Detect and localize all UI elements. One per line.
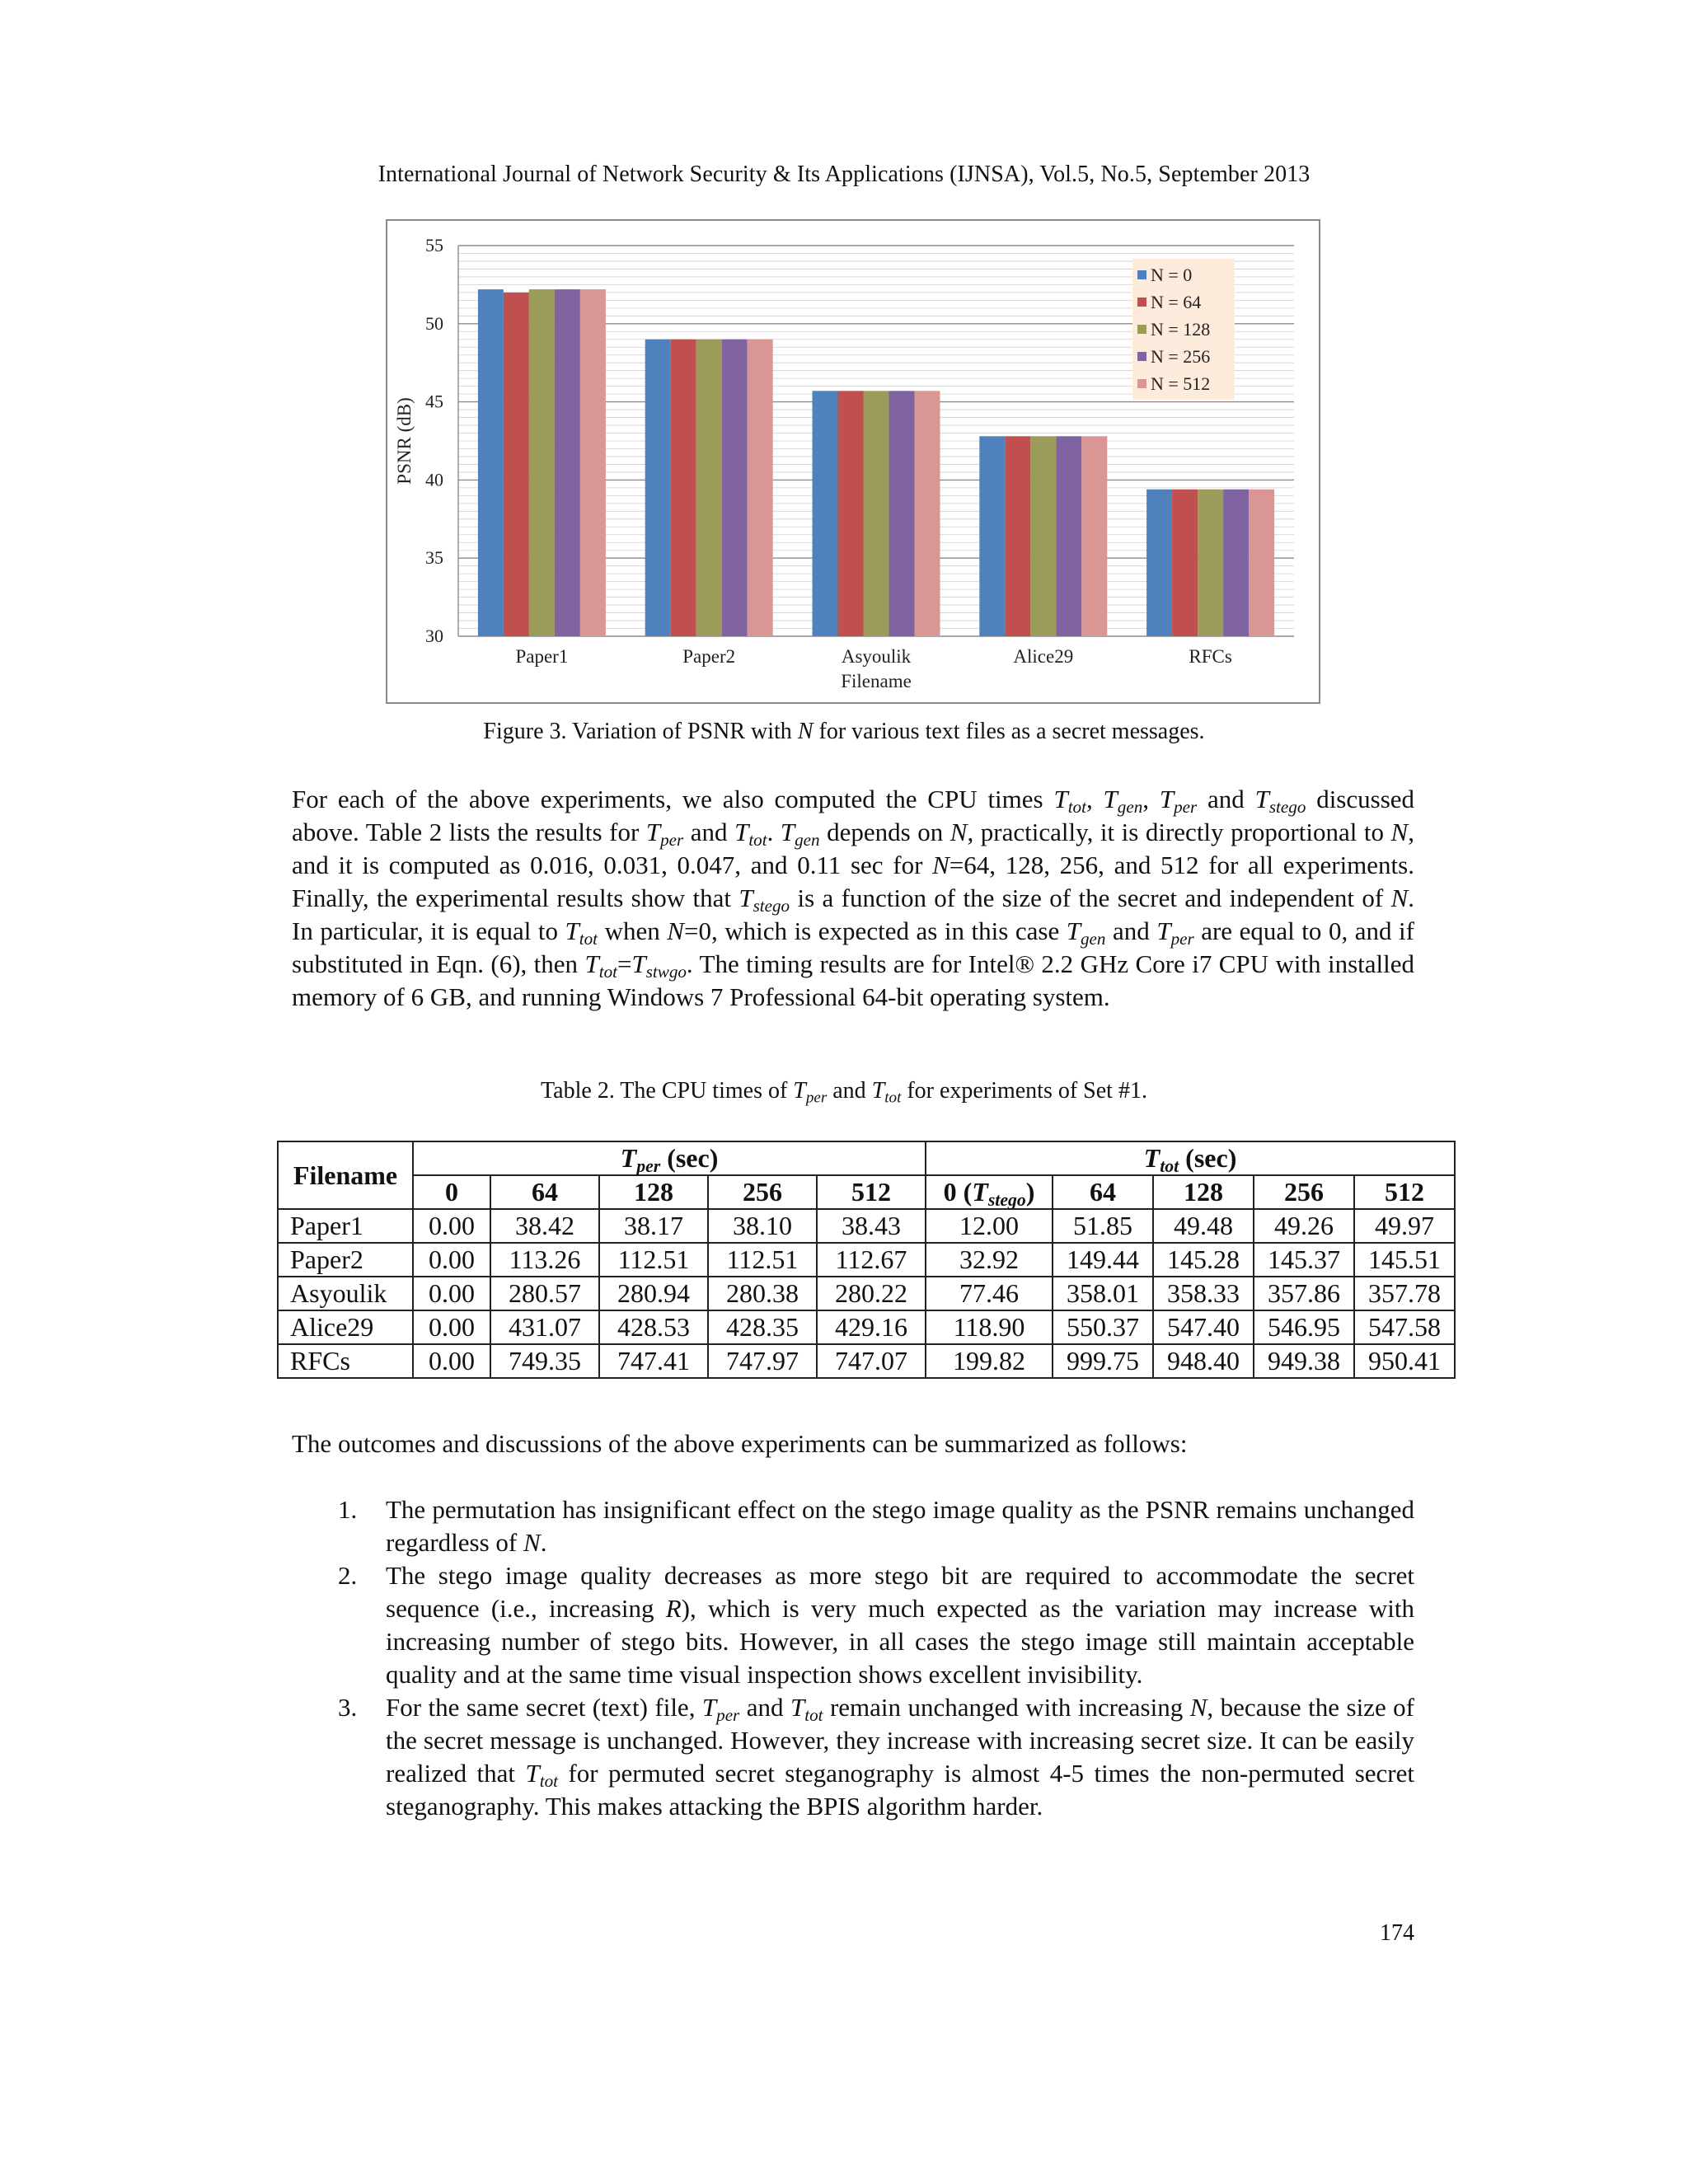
cell: 747.97: [708, 1344, 817, 1378]
cell: 749.35: [490, 1344, 599, 1378]
list-item: 2. The stego image quality decreases as more stego bit are required to accommodate the secret sequence (i.e., increasing R), which is very much expected as the variation may increase with increasing number of stego bits. However, in all cases the stego image still maintain acceptable quality and at the same time visual inspection shows excellent invisibility.: [338, 1561, 1415, 1689]
bar-alice29-n128: [1030, 436, 1056, 636]
cell: 357.78: [1354, 1277, 1455, 1310]
cell: 949.38: [1254, 1344, 1354, 1378]
bar-rfcs-n128: [1198, 490, 1223, 636]
table-row: [278, 1277, 1455, 1310]
table-subheader-row: [278, 1175, 1455, 1209]
cell: 0.00: [413, 1310, 490, 1344]
col-header: 128: [599, 1175, 708, 1209]
cell: 49.97: [1354, 1209, 1455, 1243]
x-category-label: RFCs: [1189, 646, 1232, 667]
cell: 199.82: [926, 1344, 1053, 1378]
cell: 547.40: [1153, 1310, 1254, 1344]
table-caption: Table 2. The CPU times of $T_{per}$ and $T_{tot}$ for experiments of Set #1.: [541, 1078, 1147, 1107]
bar-alice29-n0: [979, 436, 1005, 636]
row-filename: Alice29: [278, 1310, 413, 1344]
cell: 546.95: [1254, 1310, 1354, 1344]
bar-alice29-n256: [1056, 436, 1081, 636]
figure-caption: Figure 3. Variation of PSNR with N for various text files as a secret messages.: [483, 719, 1205, 744]
legend-label: N = 0: [1151, 265, 1193, 285]
row-filename: RFCs: [278, 1344, 413, 1378]
summary-list: [292, 1493, 1414, 1823]
cell: 32.92: [926, 1243, 1053, 1277]
cell: 547.58: [1354, 1310, 1455, 1344]
row-filename: Asyoulik: [278, 1277, 413, 1310]
y-axis-title: PSNR (dB): [394, 397, 415, 485]
journal-header: International Journal of Network Security & Its Applications (IJNSA), Vol.5, No.5, September 2013: [377, 162, 1311, 187]
bar-paper1-n0: [478, 289, 504, 636]
cell: 747.41: [599, 1344, 708, 1378]
cell: 280.22: [817, 1277, 926, 1310]
legend-swatch: [1137, 298, 1146, 307]
cell: 51.85: [1053, 1209, 1153, 1243]
legend-label: N = 256: [1151, 346, 1211, 367]
cell: 38.42: [490, 1209, 599, 1243]
cell: 38.10: [708, 1209, 817, 1243]
psnr-bar-chart: [386, 219, 1320, 704]
bar-paper2-n128: [696, 340, 722, 636]
cell: 0.00: [413, 1209, 490, 1243]
paragraph-cpu-times: For each of the above experiments, we also computed the CPU times $T_{tot}$, $T_{gen}$, $T_{per}$ and $T_{stego}$ discussed above. Table 2 lists the results for $T_{per}$ and $T_{tot}$. $T_{gen}$ depends on N, practically, it is directly proportional to N, and it is computed as 0.016, 0.031, 0.047, and 0.11 sec for N=64, 128, 256, and 512 for all experiments. Finally, the experimental results show that $T_{stego}$ is a function of the size of the secret and independent of N. In particular, it is equal to $T_{tot}$ when N=0, which is expected as in this case $T_{gen}$ and $T_{per}$ are equal to 0, and if substituted in Eqn. (6), then $T_{tot}=T_{stwgo}$. The timing results are for Intel® 2.2 GHz Core i7 CPU with installed memory of 6 GB, and running Windows 7 Professional 64-bit operating system.: [292, 785, 1415, 1011]
bar-asyoulik-n64: [838, 391, 864, 636]
cell: 112.51: [599, 1243, 708, 1277]
bar-alice29-n512: [1081, 436, 1107, 636]
cell: 38.43: [817, 1209, 926, 1243]
bar-paper1-n64: [504, 293, 529, 636]
table-header-row: [278, 1141, 1455, 1175]
cell: 118.90: [926, 1310, 1053, 1344]
cell: 428.53: [599, 1310, 708, 1344]
cell: 38.17: [599, 1209, 708, 1243]
col-header: 64: [1053, 1175, 1153, 1209]
row-filename: Paper1: [278, 1209, 413, 1243]
bar-paper1-n128: [529, 289, 555, 636]
cell: 950.41: [1354, 1344, 1455, 1378]
bar-paper2-n64: [671, 340, 696, 636]
bar-asyoulik-n512: [915, 391, 940, 636]
bar-paper1-n512: [580, 289, 606, 636]
cell: 0.00: [413, 1277, 490, 1310]
cell: 280.38: [708, 1277, 817, 1310]
cell: 429.16: [817, 1310, 926, 1344]
col-header: 256: [1254, 1175, 1354, 1209]
cell: 0.00: [413, 1243, 490, 1277]
ttot-group-header: $T_{tot}$ (sec): [926, 1141, 1455, 1175]
bar-paper2-n512: [748, 340, 773, 636]
legend-swatch: [1137, 325, 1146, 334]
col-header: 512: [817, 1175, 926, 1209]
filename-header: Filename: [278, 1141, 413, 1209]
cell: 113.26: [490, 1243, 599, 1277]
legend-label: N = 128: [1151, 319, 1211, 340]
cell: 550.37: [1053, 1310, 1153, 1344]
bar-paper2-n256: [722, 340, 748, 636]
paragraph-summary-intro: The outcomes and discussions of the above experiments can be summarized as follows:: [292, 1429, 1188, 1458]
bar-rfcs-n512: [1249, 490, 1274, 636]
cell: 112.51: [708, 1243, 817, 1277]
bar-rfcs-n64: [1172, 490, 1198, 636]
bar-asyoulik-n0: [813, 391, 838, 636]
legend-swatch: [1137, 379, 1146, 388]
bar-rfcs-n256: [1223, 490, 1249, 636]
cell: 358.01: [1053, 1277, 1153, 1310]
cell: 747.07: [817, 1344, 926, 1378]
tper-group-header: $T_{per}$ (sec): [413, 1141, 926, 1175]
page-number: 174: [1380, 1920, 1414, 1946]
bar-asyoulik-n256: [889, 391, 915, 636]
table-row: [278, 1209, 1455, 1243]
bar-paper2-n0: [645, 340, 671, 636]
bar-rfcs-n0: [1146, 490, 1172, 636]
col-header: 64: [490, 1175, 599, 1209]
y-tick-label: 35: [425, 547, 443, 569]
chart-canvas: [387, 221, 1319, 702]
col-header-stego: 0 $(T_{stego})$: [926, 1175, 1053, 1209]
col-header: 256: [708, 1175, 817, 1209]
row-filename: Paper2: [278, 1243, 413, 1277]
x-category-label: Alice29: [1013, 646, 1074, 667]
legend-label: N = 512: [1151, 373, 1211, 394]
y-tick-label: 45: [425, 391, 443, 412]
col-header: 128: [1153, 1175, 1254, 1209]
cell: 357.86: [1254, 1277, 1354, 1310]
x-category-label: Paper1: [515, 646, 569, 667]
cell: 112.67: [817, 1243, 926, 1277]
cell: 280.94: [599, 1277, 708, 1310]
cpu-times-table: [277, 1141, 1456, 1379]
cell: 358.33: [1153, 1277, 1254, 1310]
cell: 145.28: [1153, 1243, 1254, 1277]
table-row: [278, 1243, 1455, 1277]
cell: 149.44: [1053, 1243, 1153, 1277]
y-tick-label: 55: [425, 235, 443, 255]
bar-asyoulik-n128: [864, 391, 889, 636]
cell: 49.48: [1153, 1209, 1254, 1243]
y-tick-label: 30: [425, 626, 443, 646]
col-header: 512: [1354, 1175, 1455, 1209]
table-row: [278, 1310, 1455, 1344]
cell: 49.26: [1254, 1209, 1354, 1243]
x-category-label: Paper2: [682, 646, 736, 667]
bar-alice29-n64: [1005, 436, 1030, 636]
table-row: [278, 1344, 1455, 1378]
cell: 145.51: [1354, 1243, 1455, 1277]
cell: 431.07: [490, 1310, 599, 1344]
legend-swatch: [1137, 352, 1146, 361]
legend-label: N = 64: [1151, 292, 1202, 312]
y-tick-label: 50: [425, 312, 443, 334]
bar-paper1-n256: [555, 289, 580, 636]
list-item: 1. The permutation has insignificant effect on the stego image quality as the PSNR remains unchanged regardless of N.: [338, 1495, 1414, 1557]
x-category-label: Asyoulik: [841, 646, 912, 667]
y-tick-label: 40: [425, 469, 443, 490]
x-axis-title: Filename: [841, 671, 912, 691]
cell: 0.00: [413, 1344, 490, 1378]
cell: 948.40: [1153, 1344, 1254, 1378]
cell: 280.57: [490, 1277, 599, 1310]
col-header: 0: [413, 1175, 490, 1209]
cell: 428.35: [708, 1310, 817, 1344]
cell: 77.46: [926, 1277, 1053, 1310]
legend-swatch: [1137, 270, 1146, 279]
cell: 145.37: [1254, 1243, 1354, 1277]
cell: 12.00: [926, 1209, 1053, 1243]
cell: 999.75: [1053, 1344, 1153, 1378]
list-item: 3. For the same secret (text) file, $T_{per}$ and $T_{tot}$ remain unchanged with increasing N, because the size of the secret message is unchanged. However, they increase with increasing secret size. It can be easily realized that $T_{tot}$ for permuted secret steganography is almost 4-5 times the non-permuted secret steganography. This makes attacking the BPIS algorithm harder.: [338, 1693, 1414, 1821]
